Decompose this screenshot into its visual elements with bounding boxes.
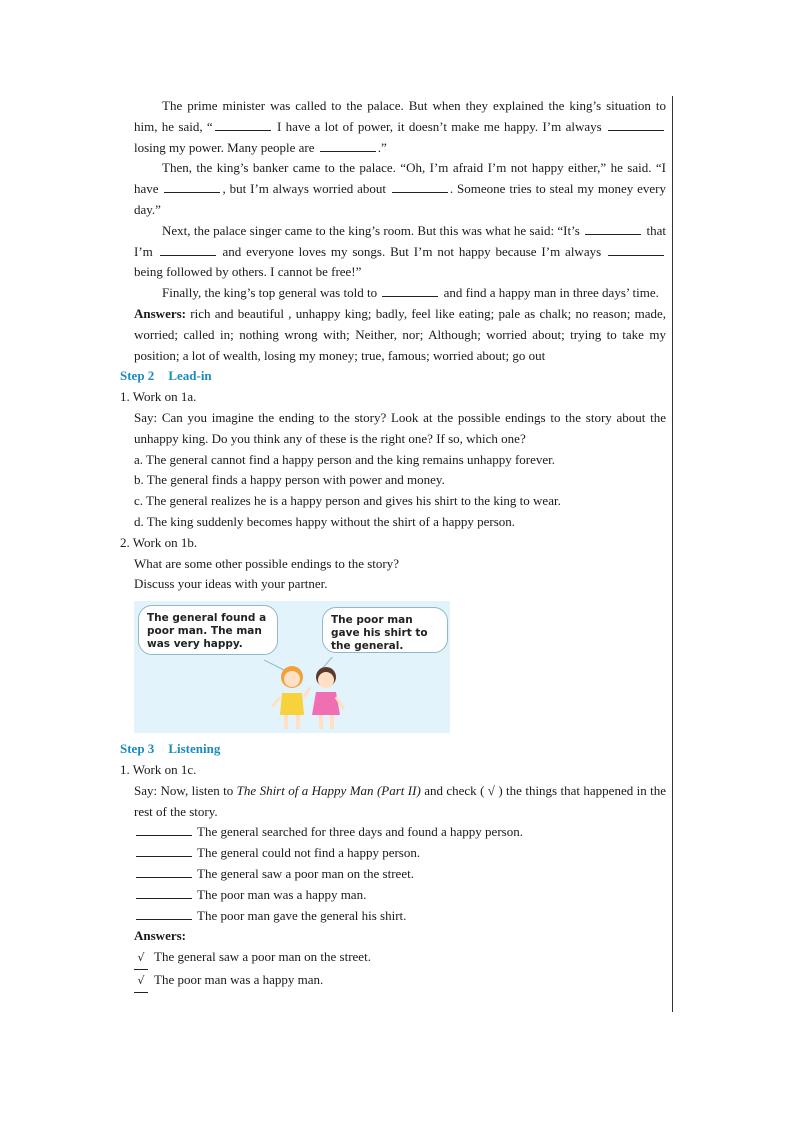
- step-title: Listening: [168, 741, 221, 757]
- story-text: being followed by others. I cannot be free!”: [134, 264, 362, 280]
- story-text: Next, the palace singer came to the king’s room. But this was what he said: “It’s: [162, 222, 580, 238]
- story-text: and find a happy man in three days’ time.: [443, 285, 659, 301]
- step-3-item-1: 1. Work on 1c.: [120, 761, 197, 777]
- check-text: The poor man gave the general his shirt.: [197, 907, 407, 923]
- story-text: and everyone loves my songs. But I’m not happy because I’m always: [222, 243, 602, 259]
- step-2-item-1: 1. Work on 1a.: [120, 389, 197, 405]
- answers-label: Answers:: [134, 928, 186, 944]
- story-text: Finally, the king’s top general was told to: [162, 285, 378, 301]
- blank-line: [320, 140, 376, 152]
- two-girls-illustration: [264, 657, 354, 733]
- step-3-heading: [120, 739, 666, 760]
- story-text: The prime minister was called to the palace. But when they explained the king’s situation to him, he said, “: [134, 98, 666, 134]
- answers-text: rich and beautiful , unhappy king; badly, feel like eating; pale as chalk; no reason; made, worried; called in; nothing wrong with; Neither, nor; Although; worried about; trying to take my position; a lot of wealth, losing my money; true, famous; worried about; go out: [134, 305, 666, 363]
- step-title: Lead-in: [168, 368, 212, 384]
- right-margin-rule: [672, 96, 673, 1012]
- discussion-illustration: [134, 601, 450, 733]
- answers-label: Answers:: [134, 305, 186, 321]
- blank-line: [382, 285, 438, 297]
- blank-line: [136, 845, 192, 857]
- answers-block-1: [134, 304, 666, 366]
- story-paragraph-3: [134, 221, 666, 283]
- step-2-question-2: Discuss your ideas with your partner.: [134, 576, 328, 592]
- say-text: and check ( √ ) the things that happened in the rest of the story.: [134, 782, 667, 819]
- speech-bubble-right: The poor man gave his shirt to the general.: [322, 607, 448, 653]
- blank-line: [608, 244, 664, 256]
- check-item: [134, 906, 666, 927]
- step-label: Step 3: [120, 741, 155, 757]
- story-text: losing my power. Many people are: [134, 139, 315, 155]
- answer-text: The poor man was a happy man.: [154, 971, 324, 987]
- blank-line: [160, 244, 216, 256]
- story-text: .”: [377, 139, 387, 155]
- step-2-say: Say: Can you imagine the ending to the story? Look at the possible endings to the story about the unhappy king. Do you think any of these is the right one? If so, which one?: [134, 409, 666, 446]
- check-item: [134, 864, 666, 885]
- answer-item: [134, 970, 666, 993]
- check-mark-icon: √: [134, 948, 148, 970]
- blank-line: [215, 119, 271, 131]
- story-text: . Someone tries to steal my money every day.”: [134, 181, 667, 217]
- story-text: , but I’m always worried about: [222, 181, 386, 197]
- check-list: [120, 822, 666, 992]
- check-text: The poor man was a happy man.: [197, 886, 367, 902]
- check-mark-icon: √: [134, 971, 148, 993]
- blank-line: [585, 223, 641, 235]
- check-item: [134, 885, 666, 906]
- check-text: The general searched for three days and found a happy person.: [197, 824, 523, 840]
- story-paragraph-4: [134, 283, 666, 304]
- step-2-item-2: 2. Work on 1b.: [120, 534, 198, 550]
- story-paragraph-2: [134, 158, 666, 220]
- story-section: [120, 96, 666, 366]
- speech-bubble-left: The general found a poor man. The man was very happy.: [138, 605, 278, 655]
- say-text: Say: Now, listen to: [134, 782, 234, 798]
- story-title: The Shirt of a Happy Man (Part II): [236, 782, 421, 798]
- answer-text: The general saw a poor man on the street.: [154, 949, 371, 965]
- check-item: [134, 843, 666, 864]
- lesson-content: [120, 96, 666, 993]
- blank-line: [608, 119, 664, 131]
- check-text: The general saw a poor man on the street.: [197, 865, 414, 881]
- blank-line: [136, 908, 192, 920]
- step-3-say: [120, 781, 666, 823]
- blank-line: [164, 181, 220, 193]
- blank-line: [392, 181, 448, 193]
- check-text: The general could not find a happy person.: [197, 845, 421, 861]
- blank-line: [136, 824, 192, 836]
- story-paragraph-1: [134, 96, 666, 158]
- blank-line: [136, 887, 192, 899]
- step-2-heading: [120, 366, 666, 387]
- step-label: Step 2: [120, 368, 155, 384]
- story-text: Then, the king’s banker came to the palace. “Oh, I’m afraid I’m not happy either,” he said. “I have: [134, 160, 666, 197]
- step-2-question-1: What are some other possible endings to the story?: [134, 555, 399, 571]
- option-c: c. The general realizes he is a happy person and gives his shirt to the king to wear.: [134, 493, 561, 509]
- option-a: a. The general cannot find a happy person and the king remains unhappy forever.: [134, 451, 556, 467]
- story-text: I have a lot of power, it doesn’t make me happy. I’m always: [277, 118, 602, 134]
- story-text: that I’m: [134, 222, 667, 259]
- blank-line: [136, 866, 192, 878]
- check-item: [134, 822, 666, 843]
- option-d: d. The king suddenly becomes happy without the shirt of a happy person.: [134, 513, 516, 529]
- option-b: b. The general finds a happy person with power and money.: [134, 472, 445, 488]
- answer-item: [134, 947, 666, 970]
